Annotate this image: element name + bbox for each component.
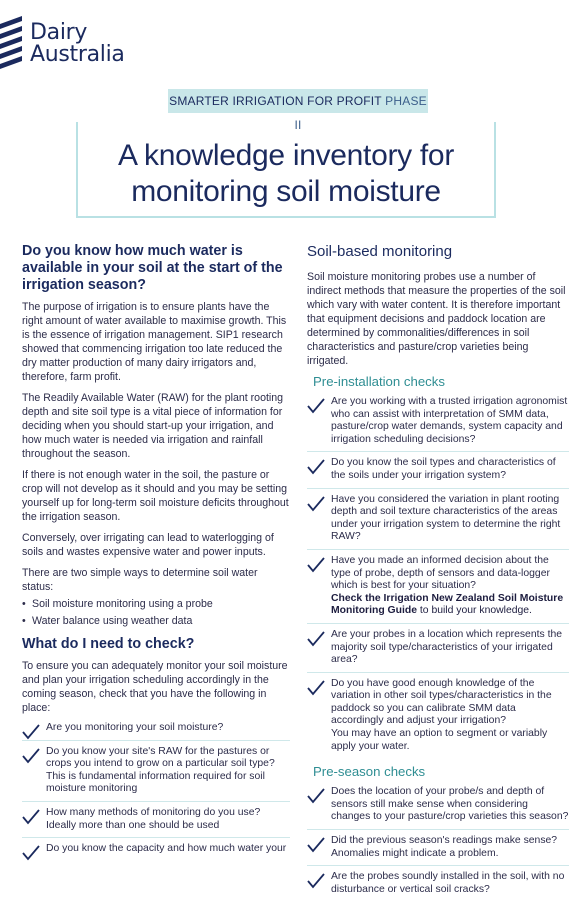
subheading-pre-installation: Pre-installation checks — [313, 374, 445, 389]
brand-line-1: Dairy — [30, 20, 88, 45]
paragraph: To ensure you can adequately monitor your soil moisture and plan your irrigation scheduling accordingly in the coming season, check that you have the following in place: — [22, 660, 288, 714]
checklist-text: How many methods of monitoring do you use? Ideally more than one should be used — [46, 806, 261, 831]
checklist-text: Do you have good enough knowledge of the variation in other soil types/characteristics in the paddock so you can calibrate SMM data accordingly and adjust your irrigation? — [331, 677, 552, 727]
checklist-text: Does the location of your probe/s and depth of sensors still make sense when considering changes to your pasture/crop varieties this season? — [331, 786, 569, 823]
paragraph: Conversely, over irrigating can lead to waterlogging of soils and wastes expensive water and power inputs. — [22, 532, 274, 558]
guide-link[interactable]: Check the Irrigation New Zealand Soil Moisture Monitoring Guide — [331, 592, 564, 617]
dairy-australia-logo — [0, 10, 140, 72]
left-column — [22, 243, 290, 866]
checklist-item — [22, 746, 290, 802]
check-icon — [307, 496, 325, 512]
list-item: • Water balance using weather data — [22, 613, 290, 630]
checklist-item — [307, 457, 569, 488]
checklist-item — [307, 678, 569, 759]
checklist-note: You may have an option to segment or variably apply your water. — [331, 728, 548, 752]
checklist-item — [307, 396, 569, 452]
check-icon — [307, 459, 325, 475]
checklist-text: Have you considered the variation in plant rooting depth and soil texture characteristics of the areas under your irrigation system to determine the right RAW? — [331, 493, 561, 543]
pre-installation-checklist — [307, 396, 569, 758]
logo-stripes-icon — [0, 16, 26, 70]
paragraph: There are two simple ways to determine soil water status: — [22, 567, 258, 593]
check-icon — [307, 631, 325, 647]
checklist-text: Do you know your site's RAW for the pastures or crops you intend to grow on a particular soil type? This is fundamental information required for soil moisture monitoring — [46, 745, 275, 795]
subheading-pre-season: Pre-season checks — [313, 764, 426, 780]
checklist-text: Are the probes soundly installed in the soil, with no disturbance or vertical soil cracks? — [331, 871, 565, 895]
program-banner — [168, 89, 428, 132]
banner-program: SMARTER IRRIGATION FOR PROFIT — [169, 94, 382, 108]
paragraph: The Readily Available Water (RAW) for the plant rooting depth and site soil type is a vital piece of information for deciding when you should start-up your irrigation, and how much water is needed via irrigation and rainfall throughout the season. — [22, 392, 284, 460]
left-checklist — [22, 722, 290, 861]
checklist-item — [307, 835, 569, 866]
guide-suffix: to build your knowledge. — [417, 605, 532, 617]
soil-water-methods-list — [22, 596, 290, 630]
checklist-text: Did the previous season's readings make sense? Anomalies might indicate a problem. — [331, 835, 558, 859]
checklist-text: Have you made an informed decision about the type of probe, depth of sensors and data-logger which is best for your situation? — [331, 554, 550, 592]
check-icon — [22, 845, 40, 861]
checklist-item — [22, 843, 290, 861]
checklist-item — [307, 629, 569, 673]
right-column — [307, 243, 569, 906]
checklist-text: Are you monitoring your soil moisture? — [46, 722, 224, 733]
paragraph: Soil moisture monitoring probes use a number of indirect methods that measure the properties of the soil which vary with water content. It is therefore important that equipment decisions and paddock location are determined by commonalities/differences in soil characteristics and pasture/crop varieties being irrigated. — [307, 271, 566, 367]
brand-name — [30, 22, 125, 66]
banner-phase: PHASE II — [294, 94, 427, 132]
checklist-item — [307, 871, 569, 901]
checklist-text: Are you working with a trusted irrigation agronomist who can assist with interpretation of SMM data, pasture/crop water demands, system capacity and irrigation scheduling decisions? — [331, 396, 568, 445]
title-line-2: monitoring soil moisture — [131, 175, 441, 208]
paragraph: If there is not enough water in the soil, the pasture or crop will not develop as it should and you may be setting yourself up for long-term soil moisture deficits throughout the irrigation season. — [22, 469, 289, 523]
brand-line-2: Australia — [30, 42, 125, 67]
check-icon — [307, 837, 325, 853]
check-icon — [307, 398, 325, 414]
guide-reference[interactable] — [331, 593, 569, 618]
checklist-text: Do you know the capacity and how much water your — [46, 843, 287, 855]
checklist-item — [307, 494, 569, 550]
check-icon — [307, 788, 325, 804]
check-icon — [22, 809, 40, 825]
page-title — [76, 138, 496, 210]
checklist-text: Are your probes in a location which represents the majority soil type/characteristics of your irrigated area? — [331, 628, 563, 666]
checklist-item — [307, 555, 569, 624]
checklist-item — [22, 722, 290, 741]
list-item: • Soil moisture monitoring using a probe — [22, 596, 290, 613]
checklist-item — [307, 786, 569, 830]
check-icon — [22, 748, 40, 764]
paragraph: The purpose of irrigation is to ensure plants have the right amount of water available to maximise growth. This is the essence of irrigation management. SIP1 research showed that commencing irrigation too late reduced the dry matter production of many dairy irrigators and, therefore, farm profit. — [22, 301, 287, 383]
title-line-1: A knowledge inventory for — [117, 139, 455, 172]
checklist-text: Do you know the soil types and characteristics of the soils under your irrigation system? — [331, 457, 556, 481]
section-heading-water-available: Do you know how much water is available in your soil at the start of the irrigation season? — [22, 243, 283, 293]
check-icon — [307, 680, 325, 696]
section-heading-soil-based: Soil-based monitoring — [307, 243, 453, 260]
checklist-item — [22, 807, 290, 838]
section-heading-what-to-check: What do I need to check? — [22, 636, 195, 652]
check-icon — [307, 557, 325, 573]
check-icon — [307, 873, 325, 889]
check-icon — [22, 724, 40, 740]
pre-season-checklist — [307, 786, 569, 901]
